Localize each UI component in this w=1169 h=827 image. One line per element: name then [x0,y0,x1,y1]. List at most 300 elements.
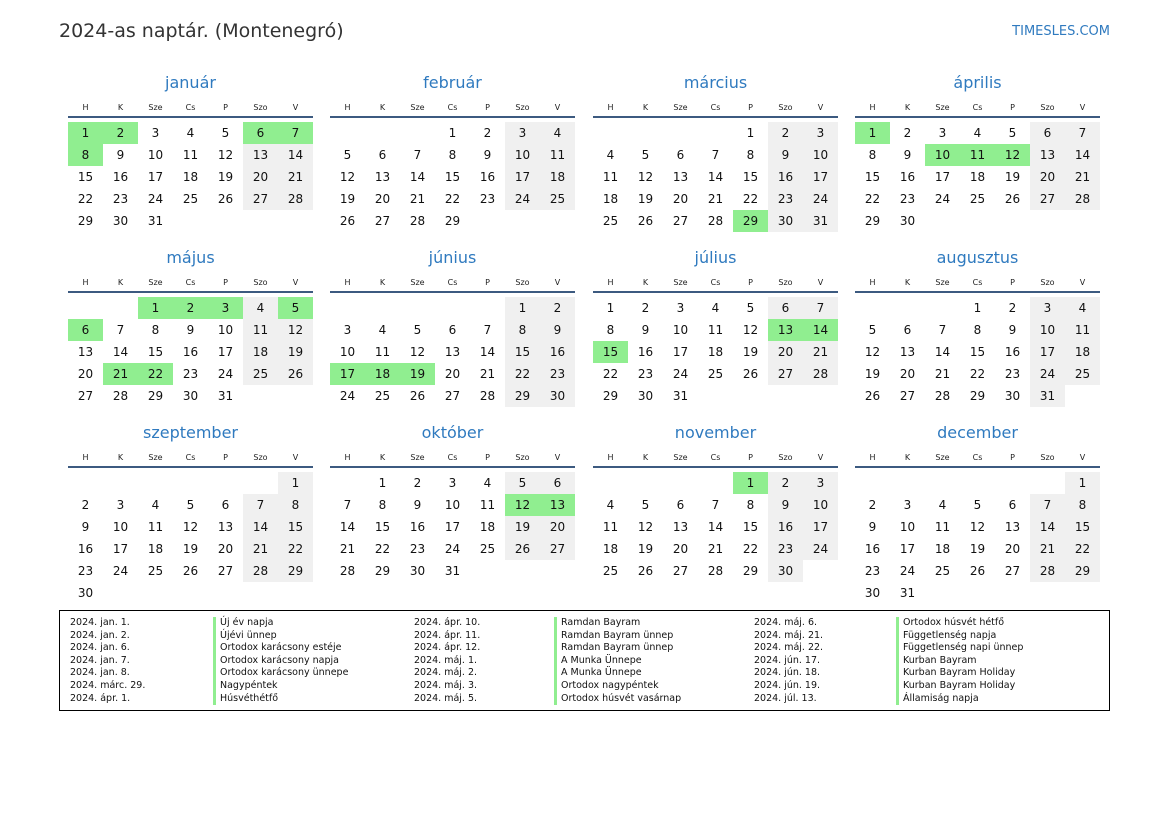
weekday-label: K [379,278,386,287]
day-cell: 7 [711,148,720,162]
empty-cell [698,472,733,494]
day-cell: 20 [672,192,689,206]
day-cell: 8 [868,148,877,162]
day-cell: 18 [602,542,619,556]
day-cell: 19 [217,170,234,184]
day-cell: 13 [77,345,94,359]
day-grid [330,122,575,232]
day-cell: 21 [707,542,724,556]
day-cell: 20 [672,542,689,556]
day-cell: 27 [217,564,234,578]
day-cell: 8 [151,323,160,337]
weekday-label: H [607,453,614,462]
day-cell: 13 [243,144,278,166]
day-cell: 20 [217,542,234,556]
day-cell: 24 [899,564,916,578]
day-grid [593,472,838,582]
holiday-date: 2024. ápr. 11. [414,629,481,641]
day-cell: 11 [147,520,164,534]
day-cell: 24 [1030,363,1065,385]
holiday-name: Ramdan Bayram [554,617,681,630]
day-cell: 8 [746,148,755,162]
holiday-date: 2024. máj. 5. [414,692,478,704]
day-cell: 12 [742,323,759,337]
day-cell: 24 [147,192,164,206]
day-cell: 29 [278,560,313,582]
day-cell: 21 [409,192,426,206]
day-cell: 5 [641,148,650,162]
day-cell: 15 [147,345,164,359]
day-grid [68,122,313,232]
day-cell: 28 [112,389,129,403]
holiday-name: Ortodox húsvét hétfő [896,617,1023,630]
site-link[interactable]: TIMESLES.COM [1012,24,1110,39]
day-cell: 11 [707,323,724,337]
weekday-label: Cs [447,278,458,287]
day-cell: 22 [742,542,759,556]
empty-cell [593,122,628,144]
day-cell: 11 [1065,319,1100,341]
day-cell: 2 [413,476,422,490]
empty-cell [400,297,435,319]
day-cell: 11 [243,319,278,341]
day-cell: 17 [1030,341,1065,363]
day-cell: 15 [374,520,391,534]
empty-cell [960,472,995,494]
day-cell: 22 [444,192,461,206]
weekday-label: H [344,453,351,462]
day-cell: 15 [278,516,313,538]
day-cell: 8 [68,144,103,166]
day-cell: 17 [803,516,838,538]
day-cell: 14 [479,345,496,359]
month-name: január [165,73,216,92]
day-cell: 23 [77,564,94,578]
day-cell: 26 [1004,192,1021,206]
day-cell: 22 [864,192,881,206]
day-cell: 10 [505,144,540,166]
weekday-label: Sze [410,453,425,462]
day-cell: 17 [672,345,689,359]
day-cell: 25 [934,564,951,578]
day-cell: 18 [182,170,199,184]
day-cell: 2 [868,498,877,512]
day-cell: 31 [147,214,164,228]
day-cell: 15 [77,170,94,184]
day-cell: 25 [182,192,199,206]
day-cell: 19 [505,516,540,538]
day-cell: 16 [768,166,803,188]
day-cell: 15 [593,341,628,363]
day-grid [855,297,1100,407]
day-cell: 7 [243,494,278,516]
weekday-label: Sze [935,103,950,112]
weekday-label: H [82,453,89,462]
weekday-label: K [642,103,649,112]
day-grid [68,297,313,407]
day-cell: 14 [339,520,356,534]
weekday-label: H [869,453,876,462]
day-cell: 16 [768,516,803,538]
day-cell: 13 [1030,144,1065,166]
day-cell: 4 [378,323,387,337]
day-cell: 9 [641,323,650,337]
day-cell: 20 [899,367,916,381]
weekday-label: Cs [185,278,196,287]
holiday-date: 2024. jan. 6. [70,642,130,654]
day-cell: 30 [182,389,199,403]
day-cell: 20 [540,516,575,538]
day-cell: 1 [1065,472,1100,494]
day-cell: 12 [278,319,313,341]
day-cell: 29 [505,385,540,407]
day-cell: 1 [973,301,982,315]
day-cell: 23 [899,192,916,206]
day-cell: 1 [505,297,540,319]
empty-cell [1030,472,1065,494]
day-cell: 14 [1030,516,1065,538]
weekday-label: Sze [148,453,163,462]
day-cell: 1 [746,126,755,140]
day-cell: 27 [243,188,278,210]
holiday-name: Új év napja [213,617,348,630]
day-cell: 31 [672,389,689,403]
day-cell: 13 [374,170,391,184]
weekday-label: Szo [1040,453,1055,462]
holiday-date: 2024. máj. 22. [754,642,824,654]
day-cell: 29 [77,214,94,228]
month-3 [593,72,838,232]
page-title: 2024-as naptár. (Montenegró) [59,20,344,42]
day-cell: 7 [343,498,352,512]
holiday-date: 2024. jún. 19. [754,679,821,691]
day-cell: 17 [444,520,461,534]
day-cell: 23 [112,192,129,206]
day-cell: 15 [969,345,986,359]
day-cell: 24 [803,188,838,210]
holiday-name: Kurban Bayram [896,655,1023,668]
holiday-date-column [70,617,145,705]
day-cell: 9 [868,520,877,534]
day-cell: 2 [1008,301,1017,315]
weekday-label: V [1079,278,1086,287]
day-cell: 27 [444,389,461,403]
day-cell: 22 [742,192,759,206]
day-cell: 13 [899,345,916,359]
holiday-date: 2024. máj. 2. [414,667,478,679]
holiday-date: 2024. máj. 6. [754,617,818,628]
day-cell: 22 [374,542,391,556]
day-cell: 13 [1004,520,1021,534]
day-cell: 30 [768,210,803,232]
day-cell: 19 [864,367,881,381]
day-cell: 5 [413,323,422,337]
day-cell: 17 [505,166,540,188]
day-cell: 10 [1030,319,1065,341]
day-cell: 2 [768,122,803,144]
weekday-label: P [485,103,490,112]
day-cell: 19 [637,542,654,556]
day-cell: 23 [479,192,496,206]
day-cell: 16 [409,520,426,534]
day-cell: 1 [448,126,457,140]
empty-cell [593,472,628,494]
day-cell: 9 [768,144,803,166]
day-cell: 29 [374,564,391,578]
day-cell: 14 [278,144,313,166]
day-cell: 29 [742,564,759,578]
holiday-name-column [554,617,681,705]
day-cell: 23 [864,564,881,578]
weekday-label: P [1010,453,1015,462]
day-cell: 24 [934,192,951,206]
day-cell: 13 [444,345,461,359]
day-cell: 10 [672,323,689,337]
day-cell: 21 [278,166,313,188]
day-cell: 5 [186,498,195,512]
weekday-label: H [869,278,876,287]
weekday-label: Sze [410,103,425,112]
weekday-label: V [554,453,561,462]
day-cell: 27 [672,564,689,578]
month-2 [330,72,575,232]
weekday-label: Cs [447,103,458,112]
weekday-label: K [642,278,649,287]
day-cell: 4 [540,122,575,144]
holiday-date: 2024. jan. 2. [70,629,130,641]
day-grid [330,297,575,407]
day-cell: 17 [934,170,951,184]
day-cell: 29 [733,210,768,232]
day-cell: 11 [960,144,995,166]
weekday-header [68,275,313,293]
weekday-label: H [607,103,614,112]
weekday-label: Sze [148,278,163,287]
day-cell: 31 [899,586,916,600]
holiday-date: 2024. júl. 13. [754,692,817,704]
weekday-label: Cs [447,453,458,462]
day-cell: 22 [505,363,540,385]
day-cell: 4 [243,297,278,319]
day-cell: 19 [1004,170,1021,184]
day-cell: 11 [934,520,951,534]
day-cell: 24 [672,367,689,381]
day-cell: 27 [374,214,391,228]
weekday-label: Sze [410,278,425,287]
weekday-label: Szo [778,278,793,287]
empty-cell [243,472,278,494]
day-cell: 17 [899,542,916,556]
day-cell: 30 [637,389,654,403]
weekday-label: H [82,103,89,112]
day-grid [855,122,1100,232]
day-cell: 3 [151,126,160,140]
weekday-label: H [82,278,89,287]
day-cell: 6 [1030,122,1065,144]
day-cell: 25 [969,192,986,206]
day-cell: 22 [77,192,94,206]
day-cell: 2 [641,301,650,315]
day-cell: 25 [602,214,619,228]
holiday-date: 2024. ápr. 12. [414,642,481,654]
day-cell: 10 [899,520,916,534]
weekday-label: Szo [778,103,793,112]
day-cell: 6 [676,148,685,162]
day-cell: 31 [1030,385,1065,407]
day-cell: 25 [147,564,164,578]
day-cell: 27 [1004,564,1021,578]
day-cell: 16 [77,542,94,556]
day-cell: 5 [278,297,313,319]
day-cell: 26 [278,363,313,385]
holiday-date-column [414,617,480,705]
month-1 [68,72,313,232]
month-4 [855,72,1100,232]
day-cell: 25 [243,363,278,385]
weekday-label: P [485,453,490,462]
day-cell: 24 [339,389,356,403]
empty-cell [628,122,663,144]
day-cell: 7 [483,323,492,337]
day-cell: 9 [116,148,125,162]
day-cell: 22 [602,367,619,381]
weekday-label: K [904,103,911,112]
day-cell: 5 [505,472,540,494]
empty-cell [925,472,960,494]
day-cell: 25 [602,564,619,578]
weekday-label: Szo [1040,103,1055,112]
day-cell: 3 [1030,297,1065,319]
weekday-label: Cs [972,278,983,287]
day-cell: 18 [1065,341,1100,363]
holiday-name: Kurban Bayram Holiday [896,680,1023,693]
day-cell: 20 [444,367,461,381]
day-cell: 24 [444,542,461,556]
day-cell: 7 [711,498,720,512]
day-cell: 29 [864,214,881,228]
empty-cell [995,472,1030,494]
day-cell: 4 [973,126,982,140]
empty-cell [330,472,365,494]
day-cell: 8 [606,323,615,337]
holiday-name: Államiság napja [896,693,1023,706]
day-cell: 23 [409,542,426,556]
day-cell: 21 [934,367,951,381]
day-cell: 4 [938,498,947,512]
day-cell: 18 [365,363,400,385]
weekday-header [593,450,838,468]
day-cell: 18 [602,192,619,206]
day-cell: 5 [221,126,230,140]
day-cell: 26 [637,214,654,228]
day-cell: 31 [444,564,461,578]
day-cell: 18 [147,542,164,556]
day-cell: 9 [540,319,575,341]
day-cell: 16 [899,170,916,184]
day-grid [330,472,575,582]
month-name: június [428,248,477,267]
day-cell: 13 [540,494,575,516]
day-cell: 12 [505,494,540,516]
day-cell: 13 [672,170,689,184]
empty-cell [628,472,663,494]
month-11 [593,422,838,582]
day-cell: 12 [217,148,234,162]
day-cell: 1 [606,301,615,315]
day-cell: 21 [1030,538,1065,560]
day-cell: 20 [243,166,278,188]
weekday-label: Sze [673,278,688,287]
holiday-name: Kurban Bayram Holiday [896,667,1023,680]
day-cell: 22 [969,367,986,381]
day-cell: 2 [540,297,575,319]
day-cell: 11 [540,144,575,166]
day-cell: 3 [803,122,838,144]
weekday-label: Szo [515,278,530,287]
month-name: március [683,73,748,92]
day-cell: 10 [112,520,129,534]
empty-cell [330,297,365,319]
holiday-date: 2024. jan. 7. [70,654,130,666]
month-name: augusztus [936,248,1019,267]
day-cell: 6 [221,498,230,512]
day-cell: 21 [339,542,356,556]
day-cell: 30 [409,564,426,578]
weekday-header [68,100,313,118]
day-cell: 14 [112,345,129,359]
day-cell: 26 [505,538,540,560]
day-cell: 8 [448,148,457,162]
day-cell: 30 [112,214,129,228]
day-cell: 12 [995,144,1030,166]
day-cell: 14 [707,520,724,534]
day-cell: 20 [768,341,803,363]
weekday-label: Sze [935,278,950,287]
day-cell: 13 [768,319,803,341]
day-cell: 27 [1030,188,1065,210]
holiday-date: 2024. máj. 21. [754,629,824,641]
day-cell: 18 [934,542,951,556]
day-cell: 7 [278,122,313,144]
day-cell: 11 [374,345,391,359]
empty-cell [663,122,698,144]
day-cell: 14 [934,345,951,359]
day-cell: 28 [1065,188,1100,210]
day-cell: 3 [343,323,352,337]
weekday-label: Sze [148,103,163,112]
day-cell: 6 [448,323,457,337]
weekday-label: Szo [1040,278,1055,287]
empty-cell [365,297,400,319]
holiday-name: Ramdan Bayram ünnep [554,642,681,655]
day-cell: 4 [151,498,160,512]
day-cell: 7 [116,323,125,337]
day-cell: 4 [606,148,615,162]
weekday-header [330,450,575,468]
day-cell: 19 [637,192,654,206]
holiday-name: Ortodox nagypéntek [554,680,681,693]
empty-cell [365,122,400,144]
month-name: május [166,248,215,267]
empty-cell [103,297,138,319]
day-cell: 2 [768,472,803,494]
day-cell: 3 [803,472,838,494]
day-cell: 24 [803,538,838,560]
day-cell: 5 [973,498,982,512]
day-cell: 1 [378,476,387,490]
month-name: november [674,423,757,442]
day-cell: 19 [278,341,313,363]
